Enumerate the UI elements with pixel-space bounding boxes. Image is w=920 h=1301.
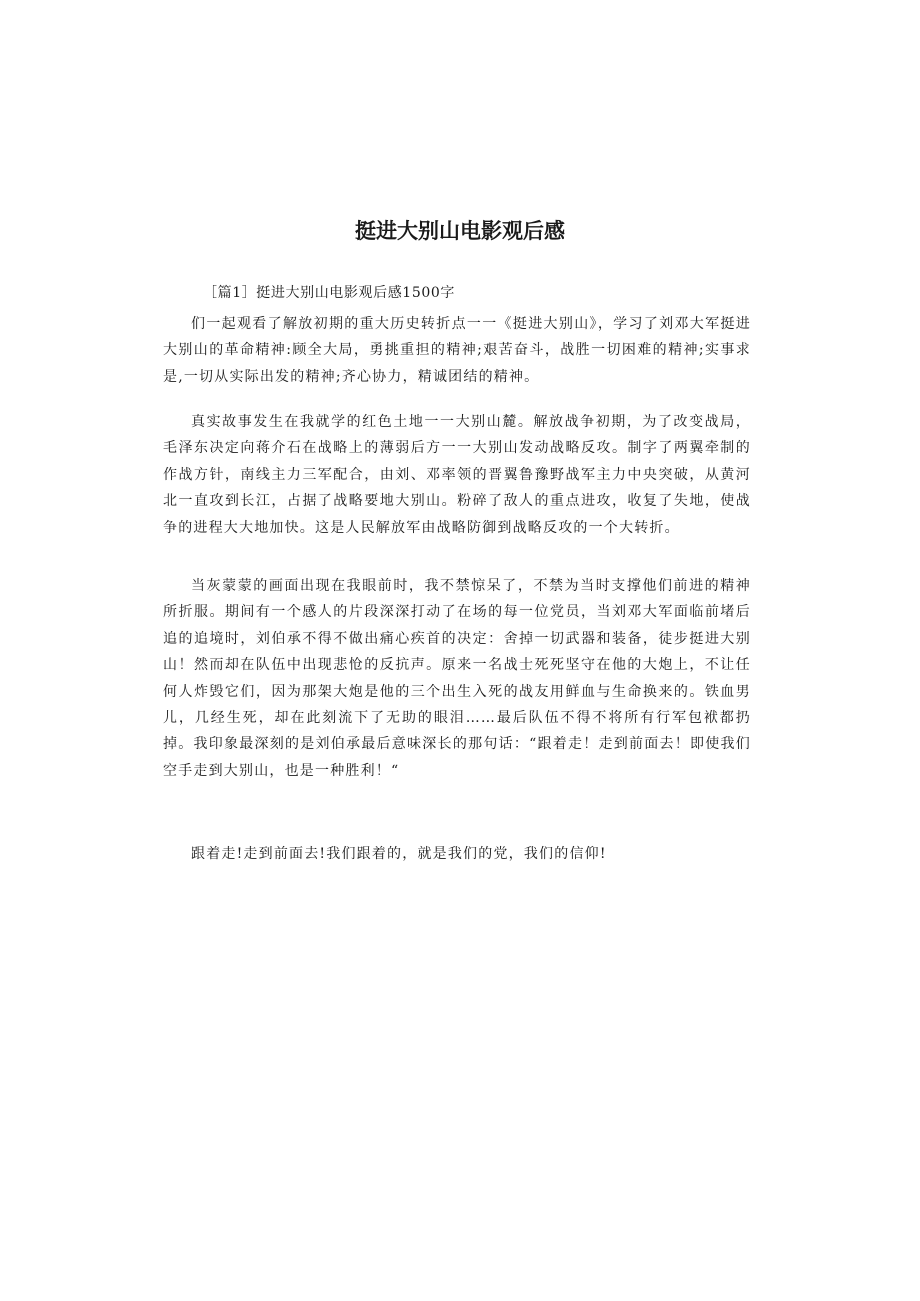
paragraph-2: 真实故事发生在我就学的红色土地一一大别山麓。解放战争初期，为了改变战局，毛泽东决定向蒋介石在战略上的薄弱后方一一大别山发动战略反攻。制字了两翼牵制的作战方针，南线主力三军配合，由刘、邓率领的晋翼鲁豫野战军主力中央突破，从黄河北一直攻到长江，占据了战略要地大别山。粉碎了敌人的重点进攻，收复了失地，使战争的进程大大地加快。这是人民解放军由战略防御到战略反攻的一个大转折。 xyxy=(163,414,751,536)
document-title: 挺进大别山电影观后感 xyxy=(355,219,565,243)
paragraph-1: 们一起观看了解放初期的重大历史转折点一一《挺进大别山》，学习了刘邓大军挺进大别山的革命精神:顾全大局，勇挑重担的精神;艰苦奋斗，战胜一切困难的精神;实事求是,一切从实际出发的精神;齐心协力，精诚团结的精神。 xyxy=(163,316,751,385)
paragraph-4: 跟着走!走到前面去!我们跟着的，就是我们的党，我们的信仰! xyxy=(191,846,607,862)
document-subtitle: ［篇1］挺进大别山电影观后感1500字 xyxy=(203,285,455,301)
paragraph-3: 当灰蒙蒙的画面出现在我眼前时，我不禁惊呆了，不禁为当时支撑他们前进的精神所折服。期间有一个感人的片段深深打动了在场的每一位党员，当刘邓大军面临前堵后追的追境时，刘伯承不得不做出痛心疾首的决定：舍掉一切武器和装备，徒步挺进大别山！然而却在队伍中出现悲怆的反抗声。原来一名战士死死坚守在他的大炮上，不让任何人炸毁它们，因为那架大炮是他的三个出生入死的战友用鲜血与生命换来的。铁血男儿，几经生死，却在此刻流下了无助的眼泪……最后队伍不得不将所有行军包袱都扔掉。我印象最深刻的是刘伯承最后意味深长的那句话：“跟着走！走到前面去！即使我们空手走到大别山，也是一种胜利！“ xyxy=(163,578,751,779)
